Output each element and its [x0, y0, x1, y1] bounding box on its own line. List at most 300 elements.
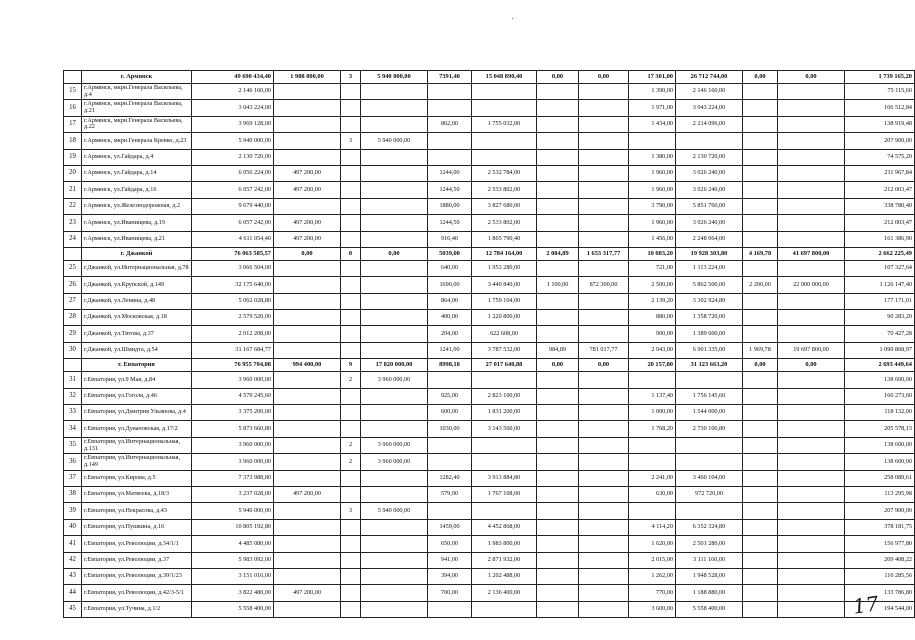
value-col-1: 6 057 242,00	[192, 182, 274, 198]
city-total-col-7: 0,00	[537, 359, 579, 372]
value-col-6: 2 533 802,00	[472, 215, 537, 231]
value-col-13: 207 900,00	[845, 503, 915, 519]
value-col-8	[579, 454, 629, 470]
value-col-11	[743, 519, 778, 535]
value-col-2: 497 200,00	[274, 182, 341, 198]
value-col-7	[537, 552, 579, 568]
value-col-13: 90 283,20	[845, 310, 915, 326]
value-col-4	[361, 536, 428, 552]
value-col-11	[743, 486, 778, 502]
value-col-2	[274, 568, 341, 584]
value-col-8	[579, 149, 629, 165]
value-col-3	[341, 116, 361, 132]
value-col-12	[778, 503, 845, 519]
value-col-1: 10 805 192,80	[192, 519, 274, 535]
value-col-4	[361, 519, 428, 535]
value-col-12	[778, 310, 845, 326]
address-cell: г.Армянск, мкрн.Генерала Кревко, д.23	[82, 133, 192, 149]
value-col-2: 497 200,00	[274, 165, 341, 181]
value-col-1: 6 057 242,00	[192, 215, 274, 231]
value-col-2: 497 200,00	[274, 486, 341, 502]
value-col-9: 1 971,00	[629, 100, 676, 116]
value-col-2	[274, 277, 341, 293]
value-col-8	[579, 133, 629, 149]
value-col-9: 770,00	[629, 585, 676, 601]
table-row	[64, 585, 915, 601]
value-col-7	[537, 421, 579, 437]
value-col-7	[537, 437, 579, 453]
table-row	[64, 84, 915, 100]
city-total-col-10: 19 928 303,80	[676, 247, 743, 260]
row-number-cell: 17	[64, 116, 82, 132]
value-col-2	[274, 470, 341, 486]
value-col-11	[743, 437, 778, 453]
value-col-2	[274, 149, 341, 165]
value-col-6: 1 865 790,40	[472, 231, 537, 247]
value-col-9: 1 768,20	[629, 421, 676, 437]
value-col-10	[676, 372, 743, 388]
row-number-cell: 45	[64, 601, 82, 617]
value-col-3	[341, 293, 361, 309]
value-col-8	[579, 601, 629, 617]
row-number-cell: 41	[64, 536, 82, 552]
table-row	[64, 519, 915, 535]
city-total-col-9: 10 083,20	[629, 247, 676, 260]
value-col-13: 106 512,84	[845, 100, 915, 116]
address-cell: г.Евпатория, ул.Интернациональная, д.149	[82, 454, 192, 470]
value-col-9: 1 262,00	[629, 568, 676, 584]
value-col-9	[629, 372, 676, 388]
table-row	[64, 198, 915, 214]
city-total-col-5: 7391,40	[428, 71, 472, 84]
value-col-11	[743, 293, 778, 309]
value-col-11	[743, 198, 778, 214]
value-col-9: 1 960,00	[629, 182, 676, 198]
table-row	[64, 326, 915, 342]
value-col-7	[537, 519, 579, 535]
table-row	[64, 116, 915, 132]
value-col-3	[341, 182, 361, 198]
address-cell: г.Джанкой, ул.Интернациональная, д.78	[82, 260, 192, 276]
value-col-5: 579,00	[428, 486, 472, 502]
value-col-2	[274, 552, 341, 568]
row-number-cell	[64, 247, 82, 260]
address-cell: г.Евпатория, ул.Пушкина, д.16	[82, 519, 192, 535]
value-col-4	[361, 405, 428, 421]
value-col-10: 3 026 240,00	[676, 182, 743, 198]
value-col-12	[778, 454, 845, 470]
value-col-8	[579, 84, 629, 100]
row-number-cell: 22	[64, 198, 82, 214]
value-col-8	[579, 421, 629, 437]
row-number-cell: 28	[64, 310, 82, 326]
value-col-5	[428, 100, 472, 116]
value-col-12	[778, 198, 845, 214]
value-col-12	[778, 552, 845, 568]
value-col-8	[579, 519, 629, 535]
value-col-4	[361, 165, 428, 181]
value-col-1: 3 960 000,00	[192, 372, 274, 388]
value-col-9: 721,00	[629, 260, 676, 276]
value-col-5	[428, 84, 472, 100]
value-col-11	[743, 372, 778, 388]
city-total-col-5: 8998,18	[428, 359, 472, 372]
table-row	[64, 231, 915, 247]
value-col-6: 2 136 400,00	[472, 585, 537, 601]
row-number-cell: 37	[64, 470, 82, 486]
value-col-2	[274, 198, 341, 214]
value-col-9: 1 137,40	[629, 388, 676, 404]
value-col-3	[341, 421, 361, 437]
value-col-5	[428, 149, 472, 165]
city-total-col-8: 1 653 317,77	[579, 247, 629, 260]
value-col-1: 3 043 224,00	[192, 100, 274, 116]
city-total-col-13: 2 693 449,64	[845, 359, 915, 372]
value-col-1: 4 611 054,40	[192, 231, 274, 247]
city-total-col-10: 31 123 663,20	[676, 359, 743, 372]
value-col-9	[629, 503, 676, 519]
value-col-7	[537, 454, 579, 470]
value-col-8	[579, 536, 629, 552]
value-col-13: 338 780,40	[845, 198, 915, 214]
value-col-7	[537, 84, 579, 100]
value-col-3	[341, 552, 361, 568]
value-col-6: 2 533 802,00	[472, 182, 537, 198]
city-total-col-4: 0,00	[361, 247, 428, 260]
value-col-1: 3 960 000,00	[192, 454, 274, 470]
value-col-2	[274, 421, 341, 437]
value-col-10	[676, 133, 743, 149]
address-cell: г.Джанкой, ул.Московская, д.18	[82, 310, 192, 326]
row-number-cell: 39	[64, 503, 82, 519]
value-col-12	[778, 215, 845, 231]
value-col-5	[428, 437, 472, 453]
value-col-12	[778, 149, 845, 165]
address-cell: г.Евпатория, ул.Дмитрия Ульянова, д.4	[82, 405, 192, 421]
value-col-4	[361, 470, 428, 486]
value-col-11	[743, 388, 778, 404]
value-col-2	[274, 133, 341, 149]
value-col-10	[676, 503, 743, 519]
table-row	[64, 165, 915, 181]
address-cell: г.Евпатория, ул.Революции, д.37	[82, 552, 192, 568]
value-col-11	[743, 454, 778, 470]
value-col-6: 4 452 868,00	[472, 519, 537, 535]
value-col-13: 212 003,47	[845, 215, 915, 231]
value-col-9: 2 015,00	[629, 552, 676, 568]
value-col-6	[472, 133, 537, 149]
value-col-12	[778, 437, 845, 453]
value-col-1: 3 375 200,00	[192, 405, 274, 421]
value-col-3	[341, 486, 361, 502]
table-body	[64, 71, 915, 618]
value-col-3	[341, 536, 361, 552]
row-number-cell: 30	[64, 342, 82, 358]
row-number-cell: 44	[64, 585, 82, 601]
city-total-col-8: 0,00	[579, 359, 629, 372]
value-col-4	[361, 182, 428, 198]
row-number-cell: 25	[64, 260, 82, 276]
value-col-12	[778, 293, 845, 309]
value-col-3	[341, 405, 361, 421]
row-number-cell	[64, 359, 82, 372]
value-col-7	[537, 293, 579, 309]
value-col-7	[537, 116, 579, 132]
value-col-8	[579, 215, 629, 231]
value-col-13: 138 600,00	[845, 454, 915, 470]
value-col-10: 2 146 160,00	[676, 84, 743, 100]
value-col-4	[361, 552, 428, 568]
table-row	[64, 310, 915, 326]
value-col-12: 19 697 800,00	[778, 342, 845, 358]
value-col-2: 497 200,00	[274, 231, 341, 247]
value-col-13: 156 977,80	[845, 536, 915, 552]
value-col-9: 880,00	[629, 310, 676, 326]
value-col-1: 5 940 000,00	[192, 503, 274, 519]
value-col-10: 2 501 280,00	[676, 536, 743, 552]
value-col-10: 3 026 240,00	[676, 165, 743, 181]
value-col-6: 2 871 932,00	[472, 552, 537, 568]
value-col-12	[778, 585, 845, 601]
city-subtotal-row	[64, 247, 915, 260]
value-col-7	[537, 388, 579, 404]
city-name-cell: г. Евпатория	[82, 359, 192, 372]
value-col-9: 1 960,00	[629, 165, 676, 181]
row-number-cell: 42	[64, 552, 82, 568]
table-row	[64, 405, 915, 421]
value-col-5: 862,00	[428, 116, 472, 132]
value-col-3	[341, 388, 361, 404]
table-row	[64, 536, 915, 552]
scan-speck	[512, 18, 513, 19]
value-col-6	[472, 503, 537, 519]
value-col-13: 138 919,48	[845, 116, 915, 132]
value-col-3	[341, 231, 361, 247]
value-col-8	[579, 388, 629, 404]
value-col-13: 107 327,64	[845, 260, 915, 276]
value-col-1: 4 579 245,60	[192, 388, 274, 404]
address-cell: г.Евпатория, ул.Тучина, д.1/2	[82, 601, 192, 617]
value-col-9: 900,00	[629, 326, 676, 342]
page-number: 17	[851, 591, 880, 619]
value-col-11	[743, 165, 778, 181]
row-number-cell: 31	[64, 372, 82, 388]
value-col-11	[743, 470, 778, 486]
value-col-4: 3 960 000,00	[361, 437, 428, 453]
value-col-4	[361, 260, 428, 276]
value-col-11	[743, 260, 778, 276]
value-col-8	[579, 231, 629, 247]
value-col-13: 70 427,28	[845, 326, 915, 342]
value-col-11	[743, 215, 778, 231]
city-total-col-6: 27 017 640,88	[472, 359, 537, 372]
row-number-cell: 29	[64, 326, 82, 342]
value-col-7	[537, 149, 579, 165]
value-col-7: 984,89	[537, 342, 579, 358]
row-number-cell: 23	[64, 215, 82, 231]
value-col-11: 2 200,00	[743, 277, 778, 293]
value-col-10: 3 460 104,00	[676, 470, 743, 486]
value-col-12	[778, 421, 845, 437]
table-row	[64, 293, 915, 309]
value-col-6: 3 827 680,00	[472, 198, 537, 214]
value-col-7	[537, 133, 579, 149]
value-col-5: 864,00	[428, 293, 472, 309]
value-col-13: 161 386,90	[845, 231, 915, 247]
value-col-4	[361, 326, 428, 342]
value-col-13: 194 544,00	[845, 601, 915, 617]
value-col-11	[743, 421, 778, 437]
row-number-cell: 35	[64, 437, 82, 453]
table-row	[64, 277, 915, 293]
value-col-2	[274, 601, 341, 617]
value-col-11	[743, 84, 778, 100]
value-col-3	[341, 84, 361, 100]
value-col-3	[341, 198, 361, 214]
value-col-13: 207 900,00	[845, 133, 915, 149]
value-col-5: 916,40	[428, 231, 472, 247]
table-row	[64, 421, 915, 437]
value-col-5	[428, 372, 472, 388]
value-col-7	[537, 585, 579, 601]
value-col-2	[274, 454, 341, 470]
value-col-13: 118 132,00	[845, 405, 915, 421]
value-col-11	[743, 503, 778, 519]
city-total-col-11: 0,00	[743, 359, 778, 372]
value-col-6: 3 787 532,00	[472, 342, 537, 358]
value-col-6: 622 608,00	[472, 326, 537, 342]
value-col-10: 3 111 160,00	[676, 552, 743, 568]
value-col-11	[743, 182, 778, 198]
value-col-3	[341, 568, 361, 584]
value-col-12: 22 000 000,00	[778, 277, 845, 293]
value-col-3	[341, 149, 361, 165]
city-total-col-3: 0	[341, 247, 361, 260]
value-col-7	[537, 486, 579, 502]
value-col-6: 3 913 884,80	[472, 470, 537, 486]
value-col-3	[341, 165, 361, 181]
value-col-10: 2 214 096,00	[676, 116, 743, 132]
value-col-3: 3	[341, 503, 361, 519]
value-col-7	[537, 405, 579, 421]
city-total-col-4: 5 940 000,00	[361, 71, 428, 84]
value-col-13: 177 171,01	[845, 293, 915, 309]
value-col-6: 1 755 032,00	[472, 116, 537, 132]
city-total-col-2: 0,00	[274, 247, 341, 260]
address-cell: г.Армянск, ул.Иванищева, д.21	[82, 231, 192, 247]
table-row	[64, 437, 915, 453]
table-row	[64, 133, 915, 149]
value-col-5: 1244,00	[428, 165, 472, 181]
value-col-12	[778, 116, 845, 132]
row-number-cell	[64, 71, 82, 84]
value-col-8	[579, 260, 629, 276]
value-col-2	[274, 100, 341, 116]
value-col-7	[537, 165, 579, 181]
value-col-9: 1 390,00	[629, 84, 676, 100]
value-col-9: 1 380,00	[629, 149, 676, 165]
city-total-col-1: 76 063 585,57	[192, 247, 274, 260]
value-col-7: 1 100,00	[537, 277, 579, 293]
value-col-8	[579, 165, 629, 181]
city-total-col-4: 17 820 000,00	[361, 359, 428, 372]
city-total-col-1: 49 690 434,40	[192, 71, 274, 84]
value-col-12	[778, 231, 845, 247]
value-col-3: 3	[341, 133, 361, 149]
value-col-2	[274, 536, 341, 552]
value-col-1: 4 485 080,00	[192, 536, 274, 552]
table-row	[64, 388, 915, 404]
value-col-9	[629, 454, 676, 470]
value-col-12	[778, 260, 845, 276]
value-col-8	[579, 585, 629, 601]
value-col-13: 138 600,00	[845, 372, 915, 388]
value-col-3	[341, 585, 361, 601]
value-col-4	[361, 601, 428, 617]
value-col-13: 211 967,84	[845, 165, 915, 181]
value-col-6	[472, 100, 537, 116]
value-col-10: 6 901 335,00	[676, 342, 743, 358]
value-col-8	[579, 326, 629, 342]
row-number-cell: 21	[64, 182, 82, 198]
row-number-cell: 19	[64, 149, 82, 165]
city-total-col-2: 994 400,00	[274, 359, 341, 372]
address-cell: г.Евпатория, ул.Революции, д.42/3-5/1	[82, 585, 192, 601]
value-col-12	[778, 133, 845, 149]
value-col-4	[361, 277, 428, 293]
city-total-col-9: 17 301,00	[629, 71, 676, 84]
value-col-6: 1 202 488,00	[472, 568, 537, 584]
value-col-3	[341, 277, 361, 293]
value-col-1: 2 146 160,00	[192, 84, 274, 100]
value-col-9: 1 434,00	[629, 116, 676, 132]
value-col-1: 3 822 480,00	[192, 585, 274, 601]
table-row	[64, 486, 915, 502]
value-col-11	[743, 552, 778, 568]
value-col-10: 1 113 224,00	[676, 260, 743, 276]
value-col-7	[537, 470, 579, 486]
value-col-5: 925,00	[428, 388, 472, 404]
value-col-12	[778, 601, 845, 617]
value-col-5: 400,00	[428, 310, 472, 326]
value-col-9: 2 241,00	[629, 470, 676, 486]
value-col-4: 5 940 000,00	[361, 133, 428, 149]
value-col-6	[472, 601, 537, 617]
address-cell: г.Армянск, мкрн.Генерала Васильева, д.21	[82, 100, 192, 116]
value-col-2	[274, 437, 341, 453]
address-cell: г.Джанкой, ул.Крупской, д.149	[82, 277, 192, 293]
city-total-col-6: 15 048 890,40	[472, 71, 537, 84]
value-col-1: 3 066 504,00	[192, 260, 274, 276]
value-col-3	[341, 326, 361, 342]
value-col-4	[361, 84, 428, 100]
address-cell: г.Евпатория, ул.Революции, д.34/1/1	[82, 536, 192, 552]
city-total-col-9: 20 157,80	[629, 359, 676, 372]
value-col-6: 1 953 280,00	[472, 260, 537, 276]
value-col-13: 258 089,61	[845, 470, 915, 486]
value-col-4: 5 940 000,00	[361, 503, 428, 519]
city-total-col-8: 0,00	[579, 71, 629, 84]
value-col-3: 2	[341, 437, 361, 453]
value-col-1: 9 679 440,00	[192, 198, 274, 214]
value-col-13: 75 115,60	[845, 84, 915, 100]
value-col-12	[778, 165, 845, 181]
value-col-13: 1 090 868,97	[845, 342, 915, 358]
address-cell: г.Евпатория, ул.Интернациональная, д.131	[82, 437, 192, 453]
city-total-col-13: 1 739 165,20	[845, 71, 915, 84]
value-col-8	[579, 310, 629, 326]
address-cell: г.Армянск, ул.Гайдара, д.16	[82, 182, 192, 198]
